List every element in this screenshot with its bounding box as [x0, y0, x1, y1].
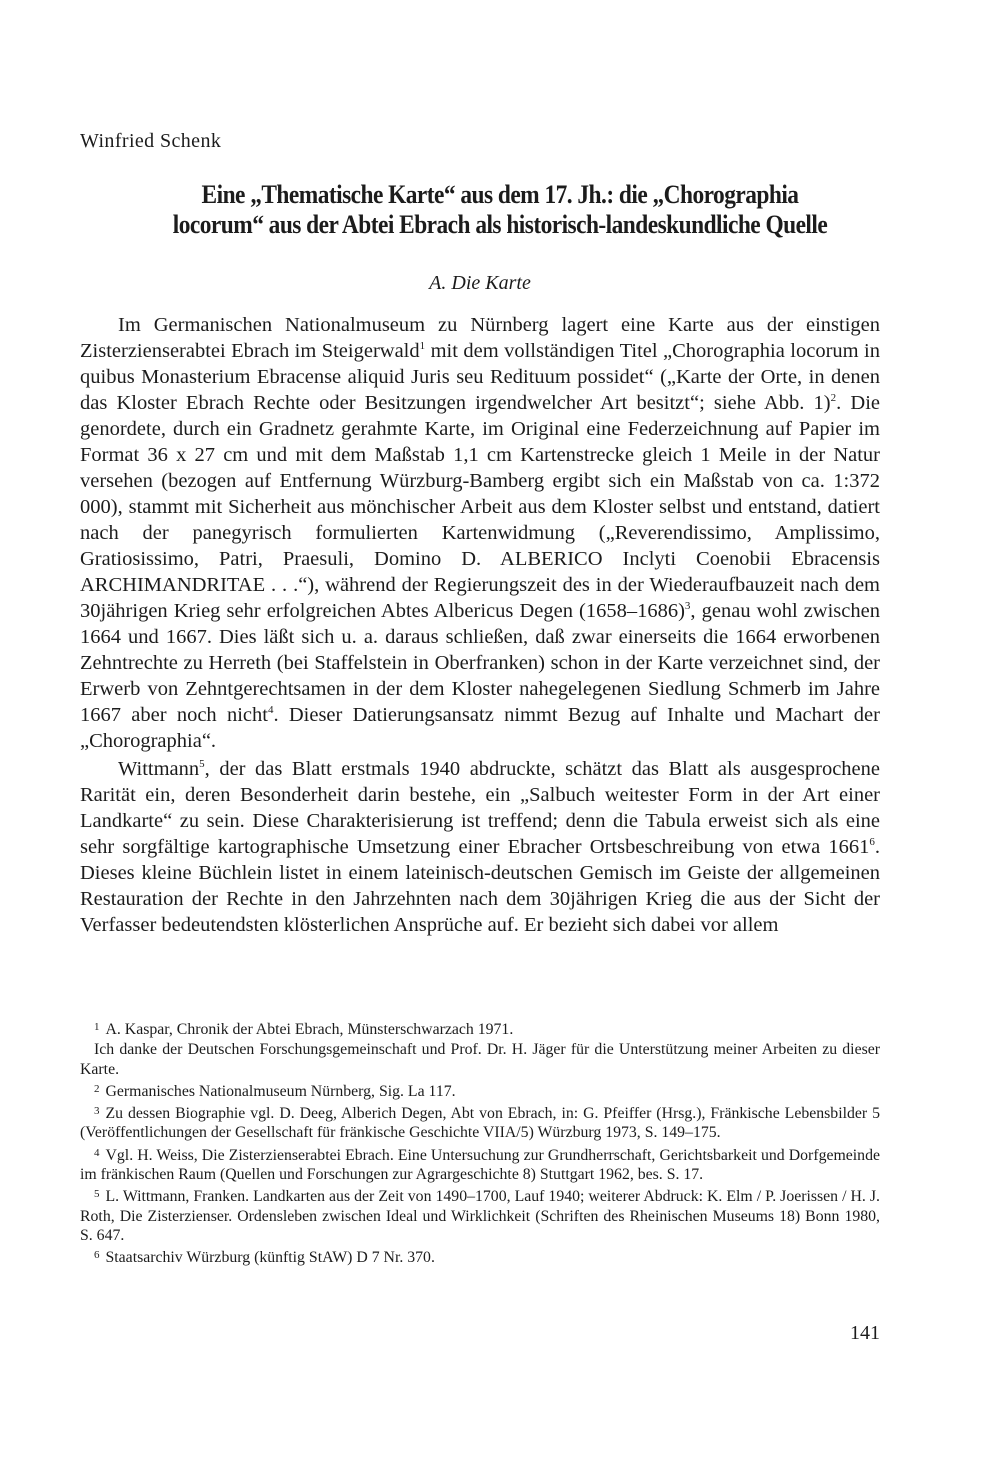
footnote-number: 3	[94, 1105, 100, 1118]
footnote	[80, 1080, 880, 1101]
text-run: . Die genordete, durch ein Gradnetz gerahmte Karte, im Original eine Federzeichnung auf Papier im Format 36 x 27 cm und mit dem Maßstab 1,1 cm Kartenstrecke gleich 1 Meile in der Natur versehen (bezogen auf Entfernung Würzburg-Bamberg ergibt sich ein Maßstab von ca. 1:372 000), stammt mit Sicherheit aus mönchischer Arbeit aus dem Kloster selbst und entstand, datiert nach der panegyrisch formulierten Kartenwidmung („Reverendissimo, Amplissimo, Gratiosissimo, Patri, Praesuli, Domino D. ALBERICO Inclyti Coenobii Ebracensis ARCHIMANDRITAE . . .“), während der Regierungszeit des in der Wiederaufbauzeit nach dem 30jährigen Krieg sehr erfolgreichen Abtes Albericus Degen (1658–1686)	[80, 392, 880, 622]
page-number: 141	[850, 1322, 880, 1344]
footnote-ref: 6	[869, 836, 875, 848]
footnote	[80, 1018, 880, 1039]
footnote-ref: 3	[684, 600, 691, 612]
footnote-number: 5	[94, 1188, 100, 1201]
footnotes	[80, 1018, 880, 1268]
text-run: mit dem vollständigen Titel „Chorographia locorum in quibus Monasterium Ebracense aliquid Juris seu Redituum possidet“ („Karte der Orte, in denen das Kloster Ebrach Rechte oder Besitzungen irgendwelcher Art besitzt“; siehe Abb. 1)	[80, 340, 880, 414]
footnote-text: Vgl. H. Weiss, Die Zisterzienserabtei Ebrach. Eine Untersuchung zur Grundherrschaft, Gerichtsbarkeit und Dorfgemeinde im fränkischen Raum (Quellen und Forschungen zur Agrargeschichte 8) Stuttgart 1962, bes. S. 17.	[80, 1146, 880, 1184]
footnote-text: Zu dessen Biographie vgl. D. Deeg, Alberich Degen, Abt von Ebrach, in: G. Pfeiffer (Hrsg.), Fränkische Lebensbilder 5 (Veröffentlichungen der Gesellschaft für fränkische Geschichte VIIA/5) Würzburg 1973, S. 149–175.	[80, 1105, 880, 1142]
body-paragraph	[80, 756, 880, 938]
footnote-number: 4	[94, 1146, 100, 1159]
text-run: . Dieses kleine Büchlein listet in einem lateinisch-deutschen Gemisch im Geiste der allgemeinen Restauration der Rechte in den Jahrzehnten nach dem 30jährigen Krieg die aus der Sicht der Verfasser bedeutendsten klösterlichen Ansprüche auf. Er bezieht sich dabei vor allem	[80, 836, 880, 936]
section-heading: A. Die Karte	[429, 272, 531, 294]
footnote-ref: 2	[830, 392, 837, 404]
footnote-ref: 4	[267, 704, 274, 716]
footnote-number: 6	[94, 1249, 100, 1262]
footnote-text: Germanisches Nationalmuseum Nürnberg, Sig. La 117.	[105, 1082, 456, 1100]
text-run: Wittmann	[118, 758, 200, 780]
text-run: , der das Blatt erstmals 1940 abdruckte, schätzt das Blatt als ausgesprochene Rarität ein, deren Besonderheit darin bestehe, ein „Salbuch weitester Form in der Art einer Landkarte“ zu sein. Diese Charakterisierung ist treffend; denn die Tabula erweist sich als eine sehr sorgfältige kartographische Umsetzung einer Ebracher Ortsbeschreibung von etwa 1661	[80, 758, 880, 858]
footnote	[80, 1144, 880, 1185]
text-run: . Dieser Datierungsansatz nimmt Bezug auf Inhalte und Machart der „Chorographia“.	[80, 704, 880, 752]
footnote-text: L. Wittmann, Franken. Landkarten aus der Zeit von 1490–1700, Lauf 1940; weiterer Abdruck: K. Elm / P. Joerissen / H. J. Roth, Die Zisterzienser. Ordensleben zwischen Ideal und Wirklichkeit (Schriften des Rheinischen Museums 18) Bonn 1980, S. 647.	[80, 1188, 880, 1244]
footnote	[80, 1102, 880, 1143]
text-run: Im Germanischen Nationalmuseum zu Nürnberg lagert eine Karte aus der einstigen Zisterzienserabtei Ebrach im Steigerwald	[80, 314, 880, 362]
body-paragraph	[80, 312, 880, 754]
footnote-number: 2	[94, 1082, 100, 1095]
author-name: Winfried Schenk	[80, 130, 222, 152]
footnote-number: 1	[94, 1021, 100, 1033]
footnote-ref: 5	[199, 758, 205, 770]
footnote	[80, 1185, 880, 1245]
footnote-ref: 1	[419, 340, 426, 352]
footnote-text: Ich danke der Deutschen Forschungsgemeinschaft und Prof. Dr. H. Jäger für die Unterstützung meiner Arbeiten zu dieser Karte.	[80, 1041, 880, 1078]
title-line: Eine „Thematische Karte“ aus dem 17. Jh.: die „Chorographia	[201, 180, 799, 209]
body-text	[80, 312, 880, 938]
footnote-text: Staatsarchiv Würzburg (künftig StAW) D 7 Nr. 370.	[105, 1249, 435, 1267]
footnote	[80, 1246, 880, 1267]
footnote	[80, 1040, 880, 1079]
footnote-text: A. Kaspar, Chronik der Abtei Ebrach, Münsterschwarzach 1971.	[105, 1021, 514, 1038]
title-line: locorum“ aus der Abtei Ebrach als historisch-landeskundliche Quelle	[172, 210, 828, 239]
article-title	[140, 180, 860, 240]
text-run: , genau wohl zwischen 1664 und 1667. Dies läßt sich u. a. daraus schließen, daß zwar einerseits die 1664 erworbenen Zehntrechte zu Herreth (bei Staffelstein in Oberfranken) schon in der Karte verzeichnet sind, der Erwerb von Zehntgerechtsamen in der dem Kloster nahegelegenen Siedlung Schmerb im Jahre 1667 aber noch nicht	[80, 600, 880, 726]
